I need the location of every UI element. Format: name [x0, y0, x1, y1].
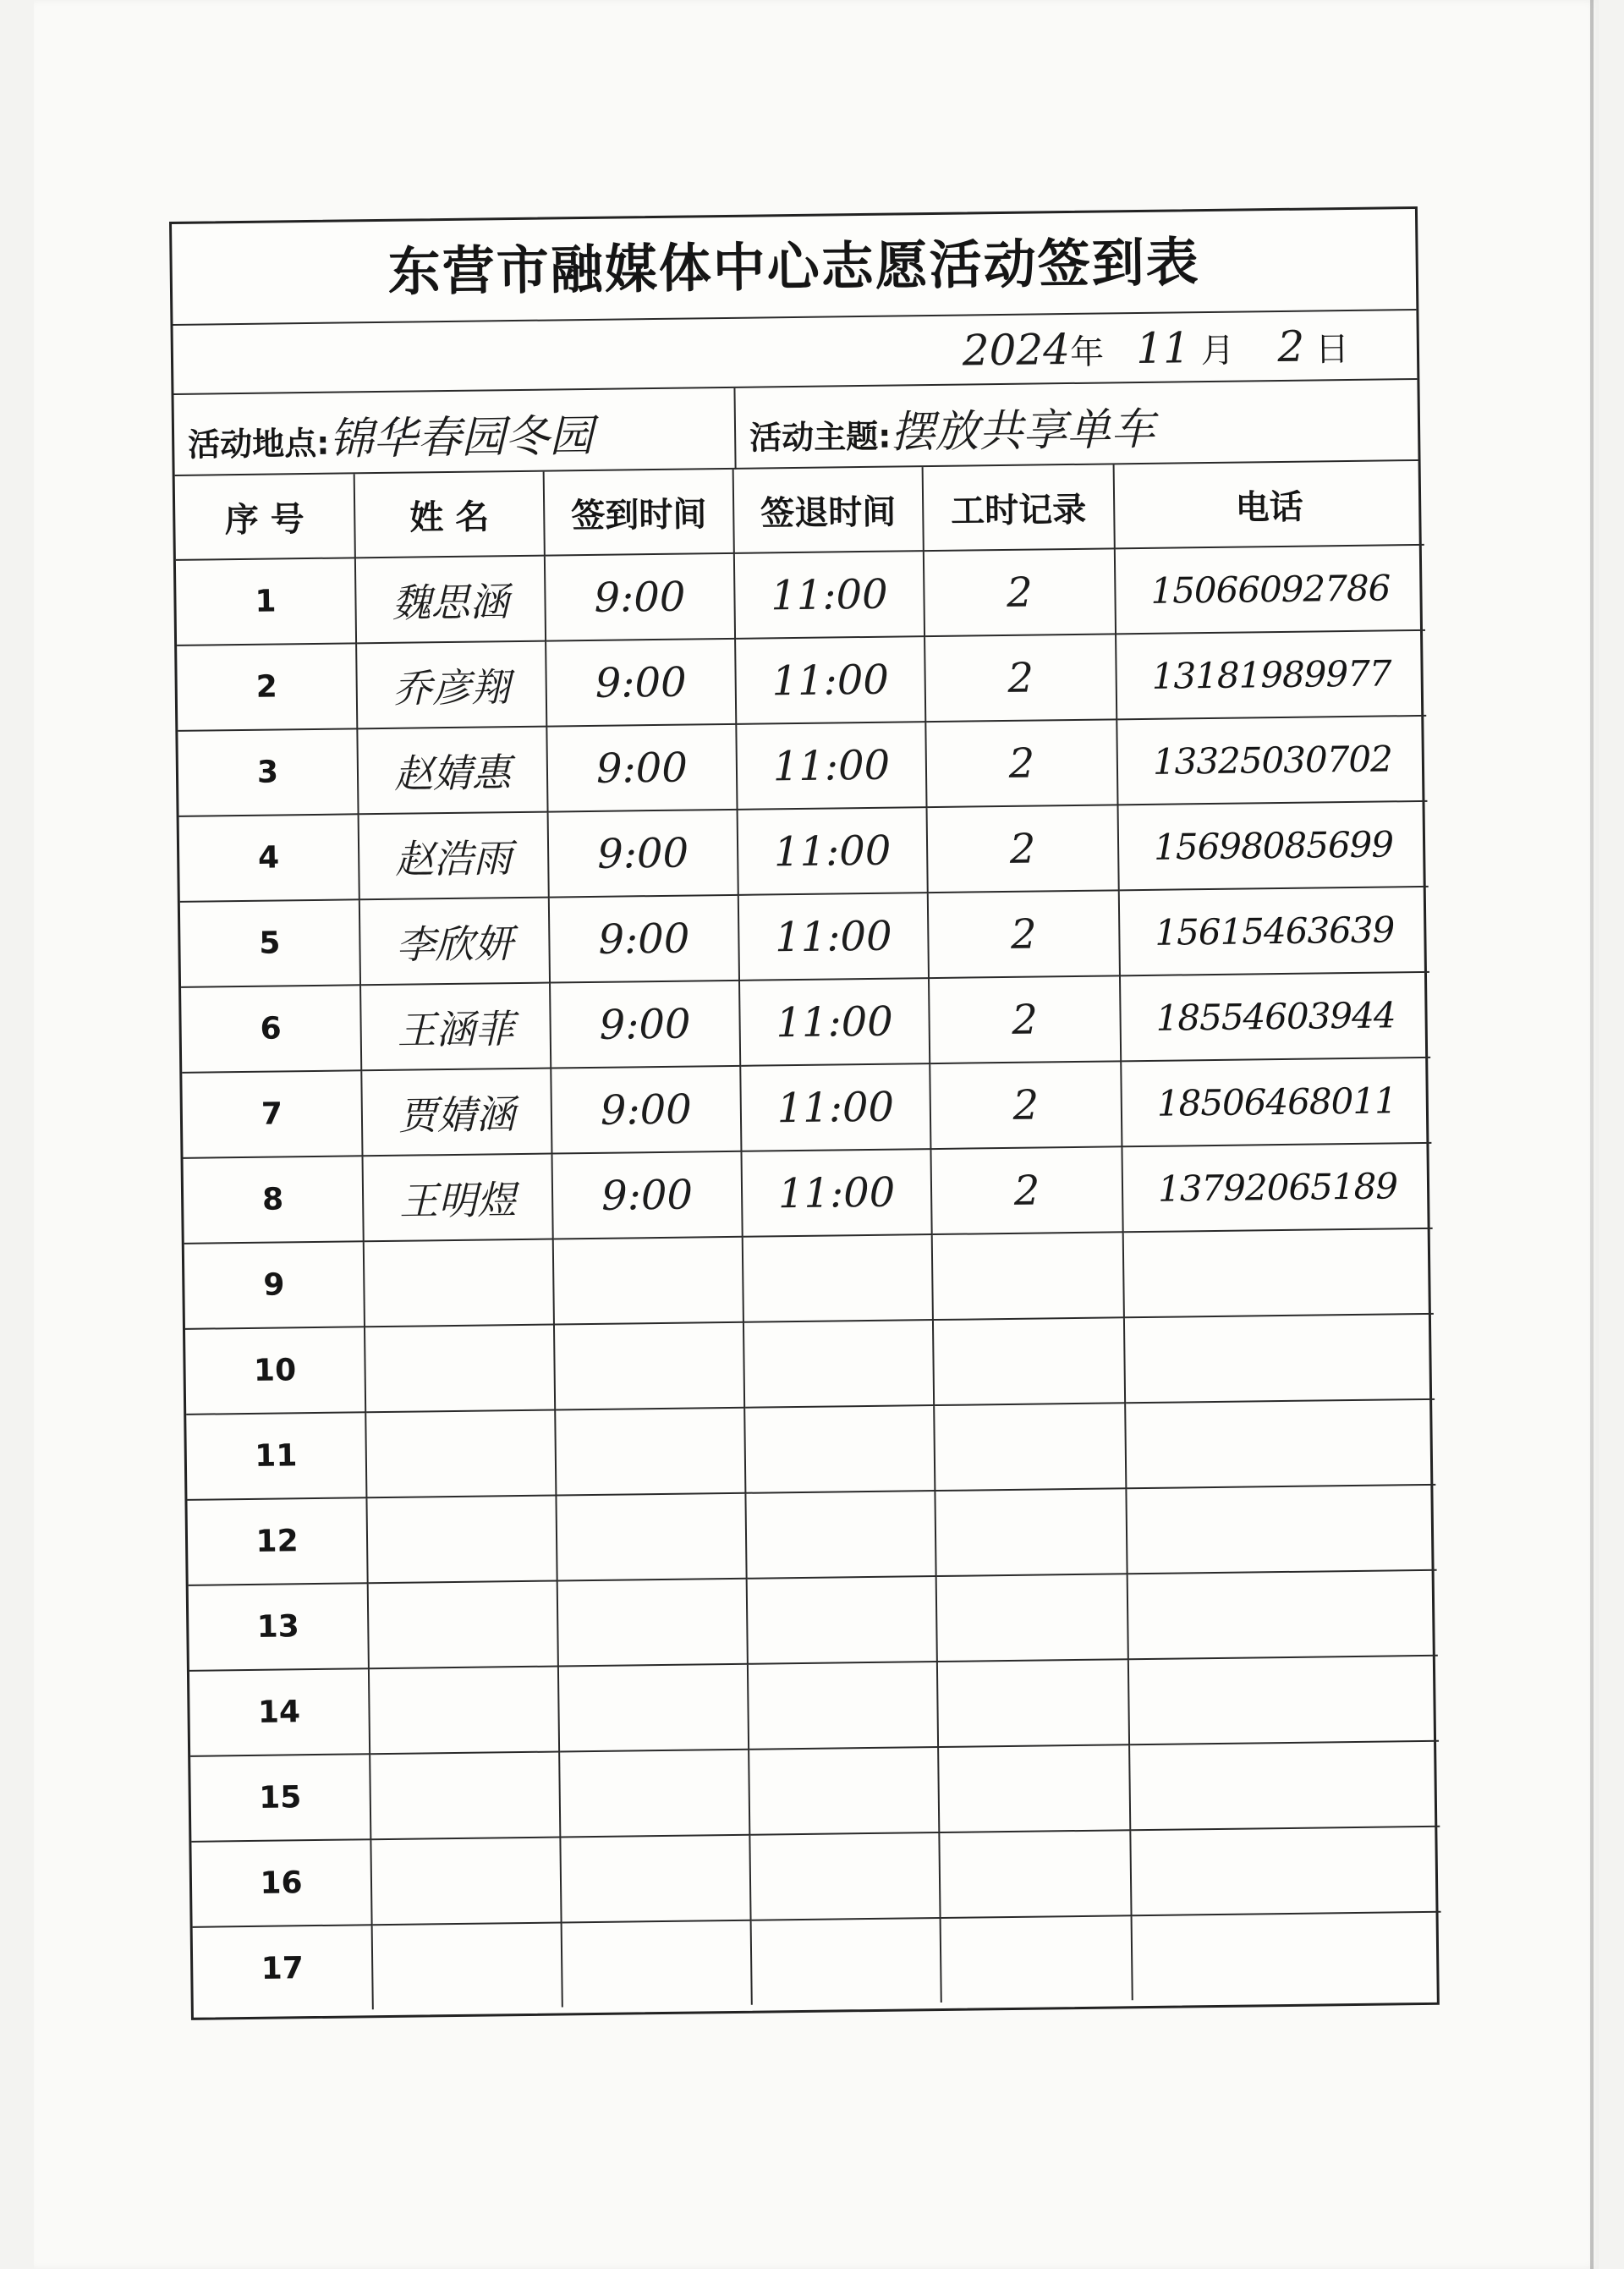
phone-cell [1129, 1741, 1440, 1830]
hours-cell: 2 [930, 1061, 1122, 1149]
checkin-cell [559, 1750, 749, 1838]
checkout-cell [743, 1320, 934, 1408]
checkin-cell [553, 1237, 743, 1325]
topic-value: 摆放共享单车 [890, 404, 1155, 459]
date-day: 2 [1277, 321, 1305, 372]
checkin-cell: 9:00 [548, 810, 738, 898]
name-cell [365, 1410, 556, 1498]
seq-cell: 11 [186, 1412, 366, 1500]
header-name: 姓 名 [354, 472, 545, 558]
checkin-cell: 9:00 [546, 639, 736, 727]
table-row [182, 1058, 1431, 1158]
seq-cell: 2 [177, 643, 357, 731]
table-row [178, 716, 1427, 816]
phone-cell [1123, 1228, 1434, 1317]
checkin-cell: 9:00 [551, 1151, 742, 1239]
checkout-cell [743, 1234, 933, 1322]
hours-cell [935, 1488, 1127, 1576]
checkout-cell: 11:00 [734, 551, 924, 639]
hours-cell [934, 1403, 1126, 1491]
name-cell: 赵浩雨 [359, 812, 549, 900]
name-cell: 李欣妍 [359, 898, 550, 986]
activity-location [174, 388, 737, 476]
phone-cell: 13792065189 [1122, 1143, 1432, 1232]
checkout-cell [748, 1662, 938, 1750]
phone-cell [1132, 1912, 1442, 2000]
hours-cell [939, 1830, 1131, 1918]
signin-form [169, 206, 1440, 2020]
location-value: 锦华春园冬园 [328, 410, 594, 465]
seq-cell: 9 [184, 1241, 365, 1329]
checkin-cell: 9:00 [550, 981, 740, 1069]
hours-cell [941, 1915, 1133, 2003]
hours-cell [938, 1744, 1130, 1832]
phone-cell: 15698085699 [1118, 801, 1429, 890]
date-month: 11 [1135, 323, 1191, 374]
hours-cell: 2 [929, 975, 1121, 1063]
checkin-cell: 9:00 [549, 895, 739, 983]
activity-topic [735, 380, 1423, 470]
phone-cell: 13181989977 [1116, 630, 1426, 719]
date-year: 2024 [962, 325, 1071, 376]
phone-cell: 18506468011 [1121, 1058, 1431, 1146]
hours-cell: 2 [930, 1146, 1122, 1234]
name-cell [369, 1667, 559, 1755]
table-header-row [175, 461, 1424, 560]
name-cell [372, 1922, 562, 2009]
hours-cell: 2 [924, 634, 1116, 722]
phone-cell [1124, 1314, 1435, 1403]
seq-cell: 7 [182, 1070, 362, 1158]
hours-cell: 2 [925, 719, 1117, 807]
hours-cell: 2 [927, 805, 1119, 893]
table-row [176, 545, 1425, 646]
paper-edge [1590, 0, 1594, 2269]
seq-cell: 4 [179, 814, 359, 902]
checkin-cell [558, 1664, 749, 1752]
table-row [193, 1912, 1442, 2012]
phone-cell [1130, 1827, 1440, 1915]
phone-cell: 15066092786 [1115, 545, 1425, 634]
name-cell: 王明煜 [363, 1154, 553, 1242]
checkin-cell: 9:00 [551, 1066, 741, 1154]
table-row [190, 1741, 1440, 1842]
checkin-cell [562, 1920, 752, 2008]
table-row [191, 1827, 1440, 1927]
table-row [184, 1228, 1434, 1329]
checkout-cell [749, 1747, 939, 1835]
name-cell: 赵婧惠 [357, 727, 547, 815]
checkout-cell: 11:00 [740, 1063, 930, 1151]
seq-cell: 1 [176, 558, 356, 646]
phone-cell: 18554603944 [1120, 972, 1430, 1061]
seq-cell: 16 [191, 1839, 371, 1927]
name-cell: 魏思涵 [355, 556, 546, 644]
activity-info [174, 380, 1418, 476]
checkin-cell [557, 1579, 748, 1667]
phone-cell: 15615463639 [1119, 887, 1429, 975]
checkin-cell [556, 1493, 746, 1581]
header-checkout: 签退时间 [733, 467, 924, 553]
seq-cell: 3 [178, 728, 358, 816]
table-row [184, 1143, 1433, 1244]
checkout-cell [747, 1576, 937, 1664]
seq-cell: 6 [181, 985, 361, 1073]
name-cell [370, 1837, 561, 1925]
checkin-cell: 9:00 [546, 724, 737, 812]
checkout-cell [744, 1405, 935, 1493]
header-hours: 工时记录 [923, 464, 1115, 551]
table-row [181, 972, 1430, 1073]
name-cell [364, 1239, 554, 1327]
name-cell [365, 1325, 555, 1413]
name-cell: 贾婧涵 [361, 1069, 551, 1156]
checkin-cell [560, 1835, 750, 1923]
table-row [189, 1570, 1438, 1671]
checkin-cell [554, 1322, 744, 1410]
checkout-cell: 11:00 [738, 807, 928, 895]
name-cell: 王涵菲 [360, 983, 551, 1071]
topic-label: 活动主题: [749, 417, 892, 457]
table-row [187, 1485, 1436, 1585]
name-cell [370, 1752, 560, 1840]
hours-cell: 2 [924, 548, 1116, 636]
seq-cell: 5 [180, 899, 360, 987]
date-day-unit: 日 [1314, 329, 1350, 370]
name-cell [366, 1496, 557, 1584]
table-row [185, 1314, 1435, 1415]
hours-cell [932, 1232, 1124, 1320]
seq-cell: 15 [190, 1754, 370, 1842]
checkout-cell: 11:00 [739, 978, 930, 1066]
checkout-cell: 11:00 [738, 893, 929, 981]
seq-cell: 10 [185, 1327, 365, 1415]
header-phone: 电话 [1114, 461, 1424, 548]
table-row [177, 630, 1426, 731]
seq-cell: 8 [184, 1156, 364, 1244]
phone-cell [1126, 1485, 1436, 1574]
seq-cell: 13 [189, 1583, 369, 1671]
phone-cell: 13325030702 [1116, 716, 1427, 805]
checkout-cell: 11:00 [741, 1149, 931, 1237]
table-row [189, 1656, 1439, 1756]
phone-cell [1125, 1399, 1435, 1488]
table-row [179, 801, 1429, 902]
checkout-cell [749, 1832, 940, 1920]
checkin-cell: 9:00 [545, 553, 735, 641]
hours-cell: 2 [928, 890, 1120, 978]
checkin-cell [555, 1408, 745, 1496]
signin-table [175, 461, 1442, 2012]
header-checkin: 签到时间 [544, 470, 734, 556]
hours-cell [936, 1574, 1128, 1662]
seq-cell: 14 [189, 1668, 370, 1756]
form-title: 东营市融媒体中心志愿活动签到表 [172, 209, 1416, 326]
checkout-cell: 11:00 [735, 636, 925, 724]
location-label: 活动地点: [187, 424, 330, 464]
checkout-cell [751, 1918, 941, 2005]
hours-cell [937, 1659, 1129, 1747]
checkout-cell [745, 1491, 935, 1579]
phone-cell [1128, 1656, 1439, 1744]
phone-cell [1127, 1570, 1438, 1659]
checkout-cell: 11:00 [736, 722, 926, 810]
hours-cell [933, 1317, 1125, 1405]
header-seq: 序 号 [175, 474, 355, 560]
name-cell [368, 1581, 558, 1669]
seq-cell: 12 [187, 1497, 367, 1585]
name-cell: 乔彦翔 [356, 641, 546, 729]
table-row [180, 887, 1429, 987]
table-row [186, 1399, 1435, 1500]
date-month-unit: 月 [1200, 331, 1235, 371]
date-year-unit: 年 [1069, 332, 1105, 372]
seq-cell: 17 [193, 1925, 373, 2012]
